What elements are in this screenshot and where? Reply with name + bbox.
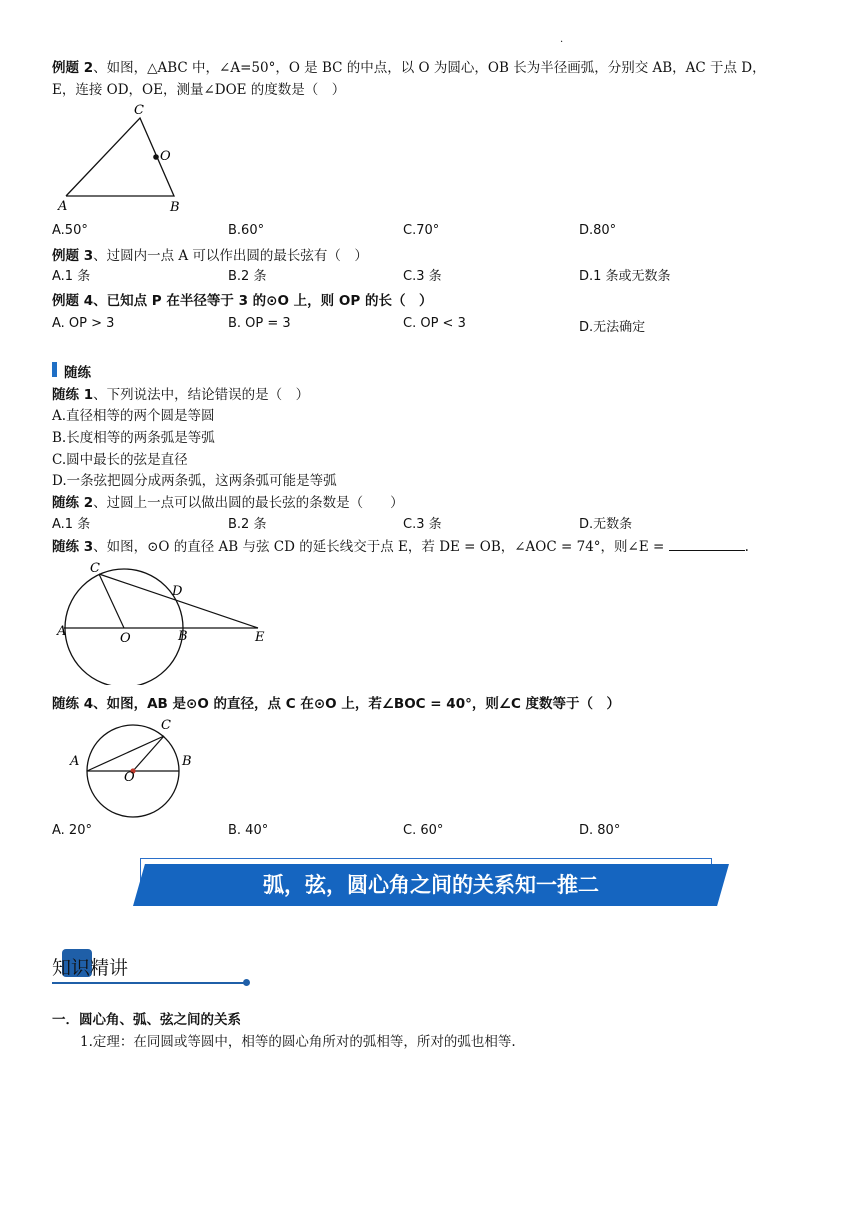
example-3-option-c[interactable]: C.3 条 (403, 269, 442, 284)
practice-4-option-b[interactable]: B. 40° (228, 823, 269, 838)
practice-2-option-a[interactable]: A.1 条 (52, 517, 91, 532)
label-d: D (172, 584, 183, 599)
example-4-option-d[interactable]: D.无法确定 (579, 320, 646, 335)
label-o: O (124, 770, 135, 785)
practice-1-option-d[interactable]: D.一条弦把圆分成两条弧，这两条弧可能是等弧 (52, 473, 337, 489)
example-2-text: 、如图，△ABC 中，∠A=50°，O 是 BC 的中点，以 O 为圆心，OB 长为半径画弧，分别交 AB，AC 于点 D， (93, 60, 766, 76)
practice-4-option-a[interactable]: A. 20° (52, 823, 92, 838)
label-b: B (182, 754, 192, 769)
practice-1-line (52, 383, 309, 403)
practice-2-option-d[interactable]: D.无数条 (579, 517, 633, 532)
section-1-theorem: 1.定理：在同圆或等圆中，相等的圆心角所对的弧相等，所对的弧也相等. (80, 1034, 516, 1050)
practice-1-option-b[interactable]: B.长度相等的两条弧是等弧 (52, 430, 215, 446)
section-banner-title: 弧，弦，圆心角之间的关系知一推二 (263, 873, 599, 897)
practice-1-option-c[interactable]: C.圆中最长的弦是直径 (52, 452, 188, 468)
label-a: A (70, 754, 80, 769)
label-e: E (255, 630, 265, 645)
label-b: B (170, 200, 180, 215)
practice-3-end: . (744, 539, 749, 555)
section-1-heading: 一．圆心角、弧、弦之间的关系 (52, 1012, 241, 1028)
example-3-option-a[interactable]: A.1 条 (52, 269, 91, 284)
practice-2-option-b[interactable]: B.2 条 (228, 517, 267, 532)
example-4-option-c[interactable]: C. OP < 3 (403, 316, 466, 331)
example-2-option-a[interactable]: A.50° (52, 223, 88, 238)
example-4-option-b[interactable]: B. OP = 3 (228, 316, 291, 331)
circle-diameter-figure (60, 712, 210, 822)
example-3-option-b[interactable]: B.2 条 (228, 269, 267, 284)
example-3-text: 、过圆内一点 A 可以作出圆的最长弦有（ ） (93, 248, 368, 264)
practice-heading-bar (52, 362, 57, 377)
practice-4-line (52, 692, 620, 712)
example-4-text: 、已知点 P 在半径等于 3 的⊙O 上，则 OP 的长（ ） (93, 293, 433, 309)
practice-2-line (52, 491, 404, 511)
label-c: C (90, 561, 100, 576)
practice-4-text: 、如图，AB 是⊙O 的直径，点 C 在⊙O 上，若∠BOC = 40°，则∠C 度数等于（ ） (93, 696, 621, 712)
label-a: A (58, 199, 68, 214)
practice-heading: 随练 (64, 365, 91, 381)
example-2-option-d[interactable]: D.80° (579, 223, 617, 238)
triangle-figure (52, 100, 192, 218)
knowledge-underline-dot (243, 979, 250, 986)
label-b: B (178, 629, 188, 644)
practice-4-option-d[interactable]: D. 80° (579, 823, 621, 838)
label-o: O (160, 149, 171, 164)
practice-3-label: 随练 3 (52, 539, 94, 555)
example-4-label: 例题 4 (52, 293, 94, 309)
practice-1-label: 随练 1 (52, 387, 94, 403)
practice-2-label: 随练 2 (52, 495, 94, 511)
practice-4-label: 随练 4 (52, 696, 94, 712)
example-3-label: 例题 3 (52, 248, 94, 264)
example-2-option-c[interactable]: C.70° (403, 223, 440, 238)
example-4-option-a[interactable]: A. OP > 3 (52, 316, 115, 331)
example-2-line2: E，连接 OD，OE，测量∠DOE 的度数是（ ） (52, 82, 346, 98)
example-3-line (52, 244, 368, 264)
practice-1-text: 、下列说法中，结论错误的是（ ） (93, 387, 310, 403)
label-c: C (134, 103, 144, 118)
circle-secant-figure (52, 560, 277, 685)
practice-3-line (52, 535, 749, 555)
practice-2-option-c[interactable]: C.3 条 (403, 517, 442, 532)
practice-1-option-a[interactable]: A.直径相等的两个圆是等圆 (52, 408, 215, 424)
knowledge-underline (52, 982, 246, 984)
answer-blank[interactable] (669, 538, 745, 551)
practice-2-text: 、过圆上一点可以做出圆的最长弦的条数是（ ） (93, 495, 404, 511)
label-o: O (120, 631, 131, 646)
label-a: A (57, 624, 67, 639)
example-4-line (52, 289, 432, 309)
practice-3-text: 、如图，⊙O 的直径 AB 与弦 CD 的延长线交于点 E，若 DE = OB，∠AOC = 74°，则∠E = (93, 539, 665, 555)
example-3-option-d[interactable]: D.1 条或无数条 (579, 269, 671, 284)
example-2-option-b[interactable]: B.60° (228, 223, 265, 238)
top-dot: . (560, 34, 564, 45)
example-2-label: 例题 2 (52, 60, 94, 76)
midpoint-o (153, 154, 159, 160)
practice-4-option-c[interactable]: C. 60° (403, 823, 444, 838)
example-2-line1 (52, 56, 766, 76)
label-c: C (161, 718, 171, 733)
knowledge-title: 知识精讲 (52, 957, 129, 979)
